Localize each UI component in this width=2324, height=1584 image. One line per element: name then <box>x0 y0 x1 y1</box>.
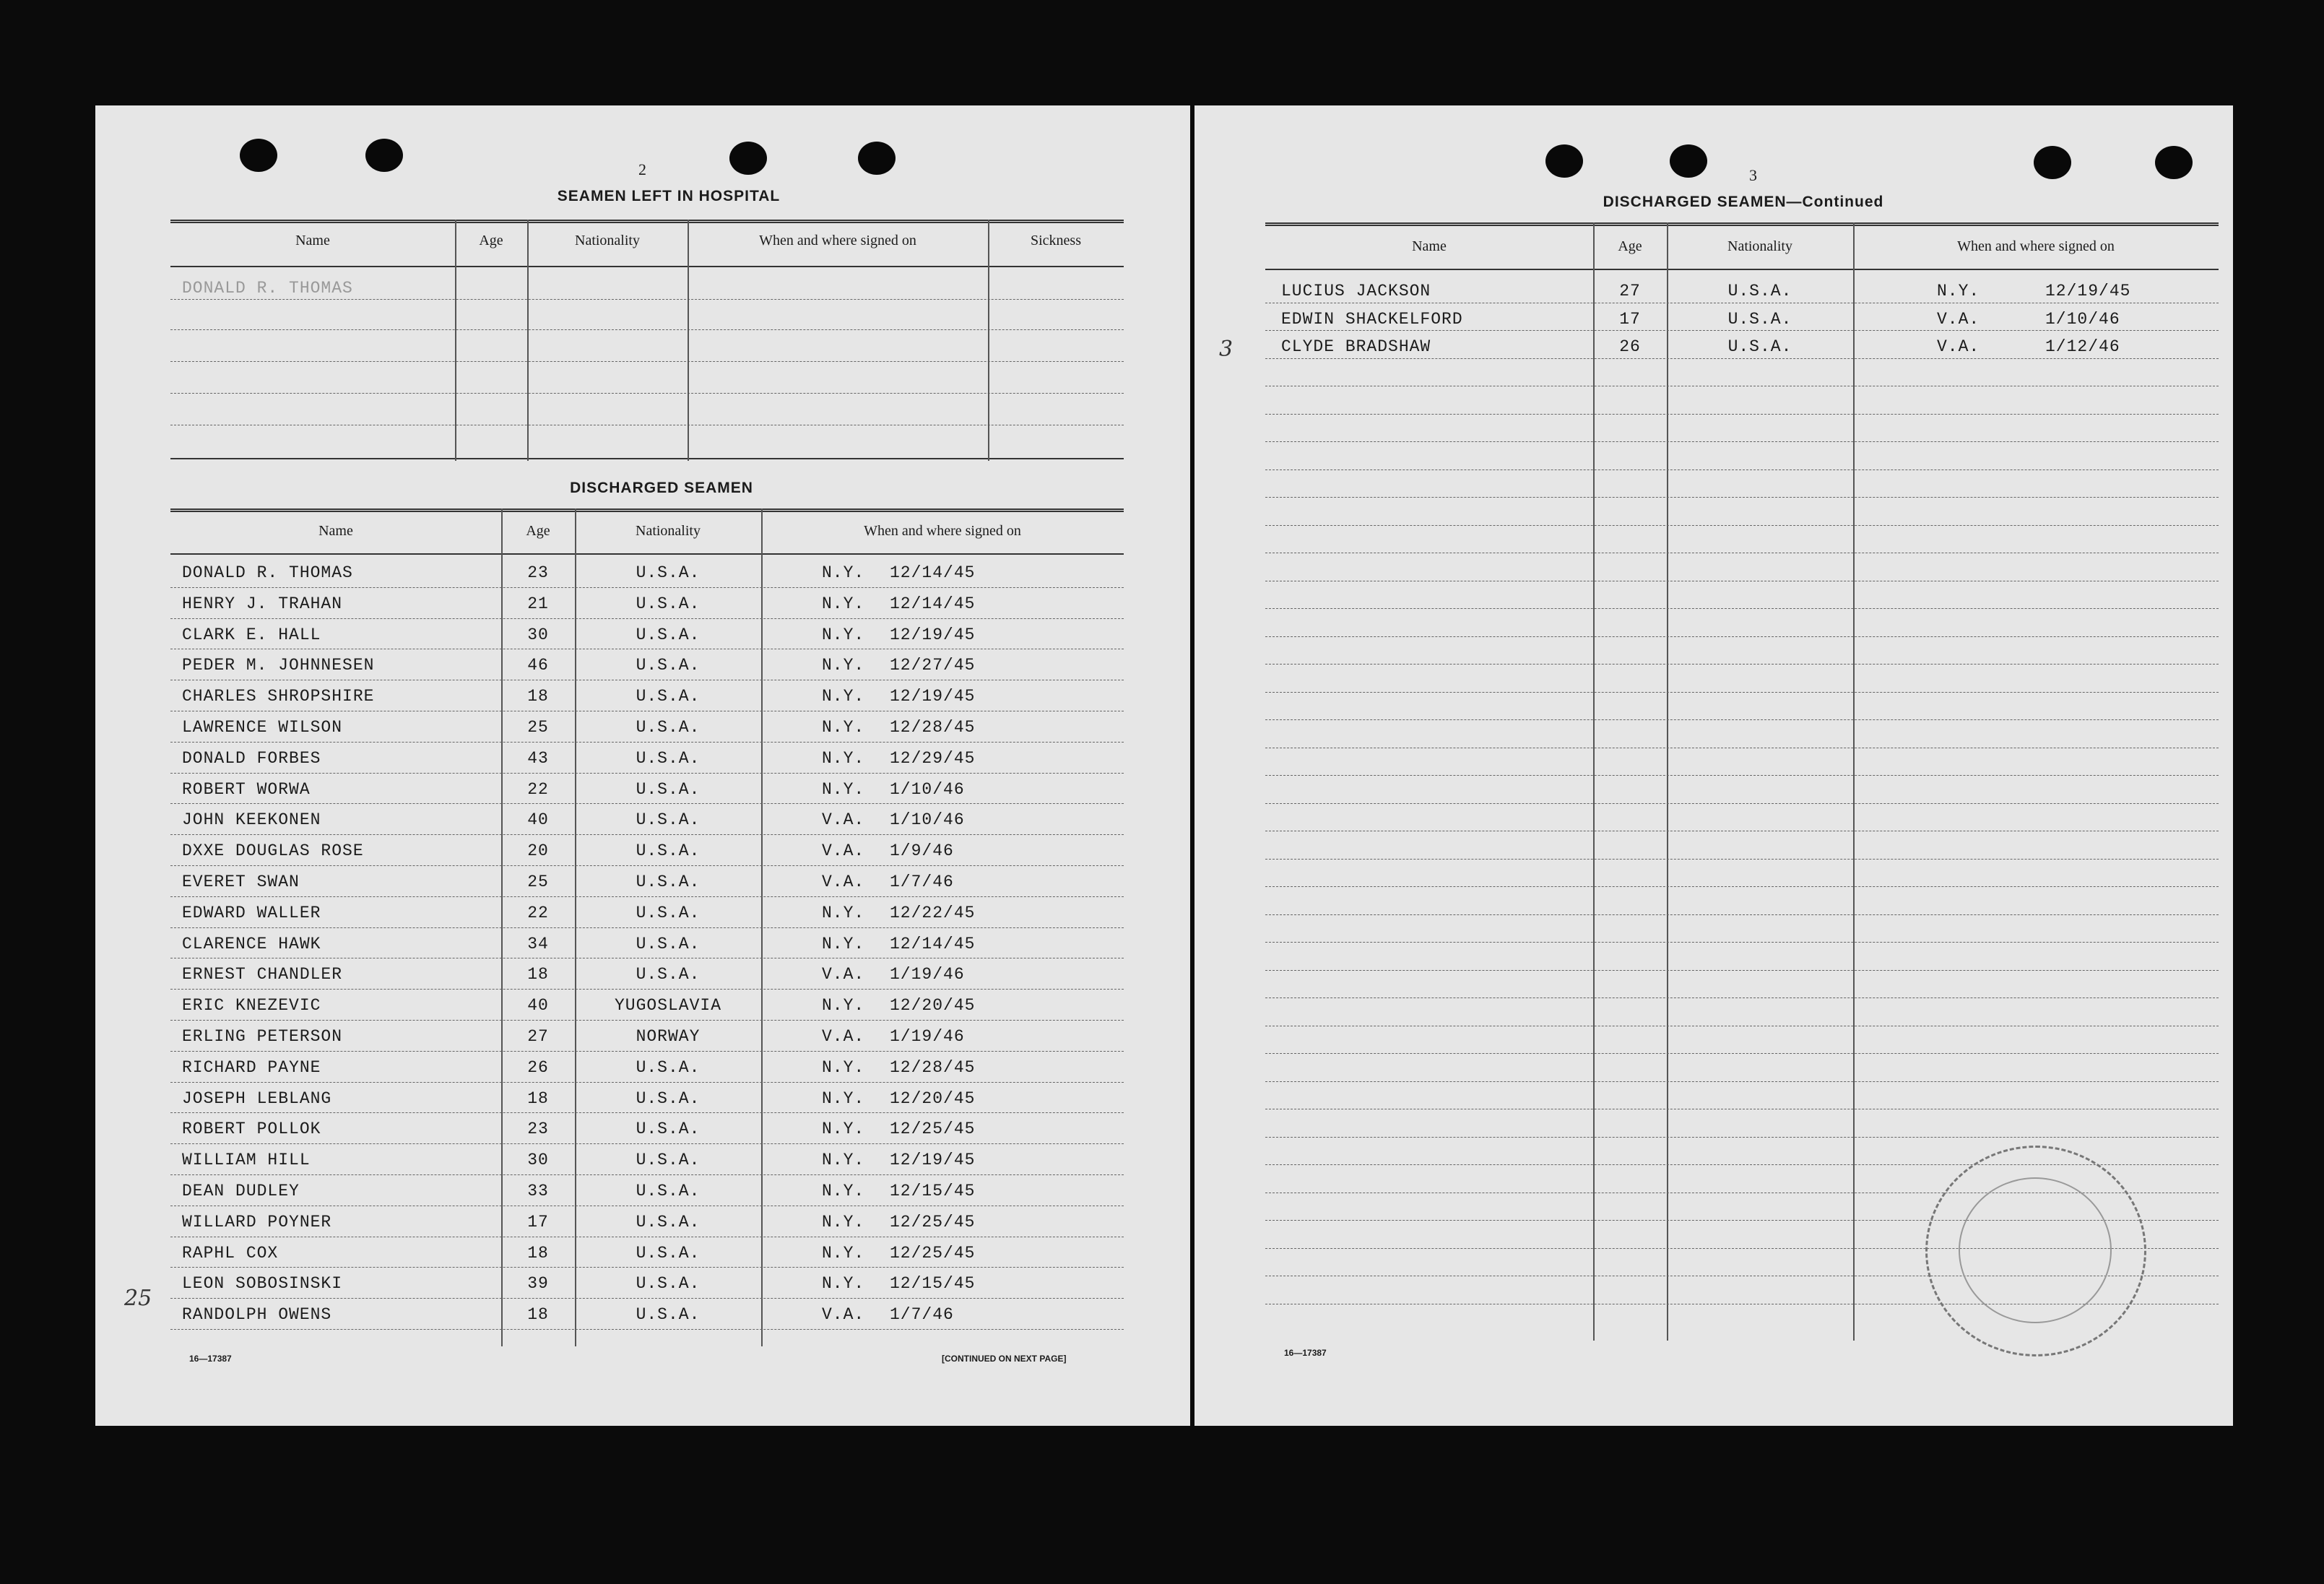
row-place: N.Y. <box>822 594 865 613</box>
col-header-nationality: Nationality <box>575 233 640 248</box>
row-age: 40 <box>527 996 549 1016</box>
row-place: N.Y. <box>822 687 865 706</box>
row-nationality: U.S.A. <box>636 965 701 984</box>
punch-hole <box>2034 146 2071 179</box>
row-place: N.Y. <box>822 903 865 922</box>
row-name: EVERET SWAN <box>182 873 300 891</box>
row-nationality: U.S.A. <box>636 718 701 737</box>
row-date: 12/20/45 <box>890 1089 976 1108</box>
row-place: N.Y. <box>822 1120 865 1139</box>
row-nationality: U.S.A. <box>636 1151 701 1170</box>
hospital-section-title: SEAMEN LEFT IN HOSPITAL <box>557 188 781 204</box>
row-nationality: U.S.A. <box>636 748 701 768</box>
row-date: 12/19/45 <box>890 687 976 706</box>
row-date: 12/19/45 <box>890 625 976 644</box>
row-age: 33 <box>527 1182 549 1200</box>
row-place: N.Y. <box>822 934 865 953</box>
row-age: 30 <box>527 1151 549 1170</box>
col-header-nationality: Nationality <box>1727 238 1792 254</box>
row-place: N.Y. <box>822 656 865 675</box>
row-place: N.Y. <box>822 1274 865 1294</box>
row-nationality: U.S.A. <box>636 1057 701 1077</box>
row-age: 18 <box>527 1089 549 1108</box>
margin-note: 25 <box>124 1286 152 1311</box>
col-header-age: Age <box>479 233 503 248</box>
row-nationality: U.S.A. <box>636 625 701 644</box>
row-age: 30 <box>527 625 549 644</box>
row-date: 1/7/46 <box>890 873 954 891</box>
row-name: ERLING PETERSON <box>182 1027 343 1046</box>
row-date: 12/19/45 <box>2045 282 2131 300</box>
row-place: V.A. <box>1937 309 1980 329</box>
row-date: 12/28/45 <box>890 1057 976 1077</box>
row-date: 12/22/45 <box>890 903 976 922</box>
row-age: 22 <box>527 903 549 922</box>
col-header-sickness: Sickness <box>1031 233 1081 248</box>
row-age: 17 <box>527 1212 549 1232</box>
row-place: N.Y. <box>822 563 865 582</box>
punch-hole <box>729 142 767 175</box>
row-date: 12/15/45 <box>890 1274 976 1294</box>
row-name: JOSEPH LEBLANG <box>182 1089 332 1108</box>
row-name: ROBERT WORWA <box>182 779 311 799</box>
col-header-age: Age <box>526 523 550 539</box>
row-name: RAPHL COX <box>182 1243 279 1263</box>
row-date: 1/7/46 <box>890 1305 954 1325</box>
row-date: 1/10/46 <box>890 779 965 799</box>
row-place: N.Y. <box>822 1182 865 1200</box>
row-name: ERIC KNEZEVIC <box>182 996 321 1016</box>
row-place: V.A. <box>1937 337 1980 356</box>
row-nationality: U.S.A. <box>636 841 701 861</box>
row-age: 20 <box>527 841 549 861</box>
row-nationality: U.S.A. <box>636 934 701 953</box>
col-header-signed-on: When and where signed on <box>864 523 1021 539</box>
row-nationality: U.S.A. <box>636 563 701 582</box>
margin-note: 3 <box>1219 337 1233 362</box>
punch-hole <box>240 139 277 172</box>
row-nationality: U.S.A. <box>636 656 701 675</box>
form-number: 16—17387 <box>189 1354 232 1364</box>
row-age: 39 <box>527 1274 549 1294</box>
row-nationality: U.S.A. <box>636 779 701 799</box>
row-date: 12/14/45 <box>890 934 976 953</box>
received-stamp-inner <box>1959 1177 2112 1323</box>
row-age: 27 <box>527 1027 549 1046</box>
col-header-age: Age <box>1618 238 1642 254</box>
row-nationality: U.S.A. <box>636 873 701 891</box>
row-name: DEAN DUDLEY <box>182 1182 300 1200</box>
row-age: 26 <box>527 1057 549 1077</box>
row-place: N.Y. <box>822 718 865 737</box>
row-place: N.Y. <box>822 625 865 644</box>
hospital-table <box>170 220 1124 461</box>
row-nationality: U.S.A. <box>636 1243 701 1263</box>
row-age: 27 <box>1619 282 1641 300</box>
row-place: N.Y. <box>1937 282 1980 300</box>
row-age: 34 <box>527 934 549 953</box>
row-date: 1/10/46 <box>2045 309 2120 329</box>
row-name: CHARLES SHROPSHIRE <box>182 687 375 706</box>
hospital-row-name: DONALD R. THOMAS <box>182 279 353 298</box>
row-name: RANDOLPH OWENS <box>182 1305 332 1325</box>
row-age: 46 <box>527 656 549 675</box>
row-place: N.Y. <box>822 1089 865 1108</box>
punch-hole <box>858 142 896 175</box>
row-age: 18 <box>527 1243 549 1263</box>
row-name: ERNEST CHANDLER <box>182 965 343 984</box>
row-name: PEDER M. JOHNNESEN <box>182 656 375 675</box>
discharged-continued-title: DISCHARGED SEAMEN—Continued <box>1603 194 1884 210</box>
row-nationality: U.S.A. <box>636 1212 701 1232</box>
row-name: LEON SOBOSINSKI <box>182 1274 343 1294</box>
row-nationality: U.S.A. <box>636 594 701 613</box>
row-name: EDWIN SHACKELFORD <box>1281 309 1463 329</box>
row-name: CLYDE BRADSHAW <box>1281 337 1431 356</box>
row-name: WILLIAM HILL <box>182 1151 311 1170</box>
row-name: ROBERT POLLOK <box>182 1120 321 1139</box>
row-date: 12/19/45 <box>890 1151 976 1170</box>
row-date: 12/14/45 <box>890 594 976 613</box>
row-place: V.A. <box>822 873 865 891</box>
row-nationality: U.S.A. <box>636 1089 701 1108</box>
row-date: 12/15/45 <box>890 1182 976 1200</box>
row-place: N.Y. <box>822 1151 865 1170</box>
row-place: N.Y. <box>822 779 865 799</box>
row-date: 12/25/45 <box>890 1120 976 1139</box>
row-name: EDWARD WALLER <box>182 903 321 922</box>
punch-hole <box>1670 144 1707 178</box>
row-date: 12/29/45 <box>890 748 976 768</box>
row-place: V.A. <box>822 810 865 830</box>
row-name: LUCIUS JACKSON <box>1281 282 1431 300</box>
row-name: RICHARD PAYNE <box>182 1057 321 1077</box>
row-age: 40 <box>527 810 549 830</box>
col-header-signed-on: When and where signed on <box>1957 238 2115 254</box>
row-name: CLARK E. HALL <box>182 625 321 644</box>
page-number-right: 3 <box>1749 166 1757 184</box>
row-date: 12/20/45 <box>890 996 976 1016</box>
row-age: 17 <box>1619 309 1641 329</box>
row-place: N.Y. <box>822 1057 865 1077</box>
row-age: 21 <box>527 594 549 613</box>
row-place: N.Y. <box>822 1212 865 1232</box>
row-name: DONALD FORBES <box>182 748 321 768</box>
row-place: N.Y. <box>822 1243 865 1263</box>
row-place: V.A. <box>822 841 865 861</box>
row-age: 22 <box>527 779 549 799</box>
row-nationality: U.S.A. <box>1727 282 1792 300</box>
row-name: HENRY J. TRAHAN <box>182 594 343 613</box>
row-date: 12/28/45 <box>890 718 976 737</box>
row-date: 1/12/46 <box>2045 337 2120 356</box>
col-header-signed-on: When and where signed on <box>759 233 916 248</box>
page-number-left: 2 <box>638 160 646 178</box>
row-nationality: U.S.A. <box>636 810 701 830</box>
row-name: LAWRENCE WILSON <box>182 718 343 737</box>
row-date: 1/9/46 <box>890 841 954 861</box>
col-header-name: Name <box>295 233 330 248</box>
row-name: JOHN KEEKONEN <box>182 810 321 830</box>
row-place: V.A. <box>822 1027 865 1046</box>
row-nationality: NORWAY <box>636 1027 701 1046</box>
row-nationality: U.S.A. <box>636 903 701 922</box>
continued-note: [CONTINUED ON NEXT PAGE] <box>942 1354 1067 1364</box>
row-age: 26 <box>1619 337 1641 356</box>
row-age: 43 <box>527 748 549 768</box>
row-date: 12/25/45 <box>890 1212 976 1232</box>
col-header-name: Name <box>1412 238 1447 254</box>
row-nationality: U.S.A. <box>636 1274 701 1294</box>
row-date: 12/25/45 <box>890 1243 976 1263</box>
row-nationality: U.S.A. <box>636 1305 701 1325</box>
discharged-table <box>170 508 1124 1346</box>
row-nationality: U.S.A. <box>1727 309 1792 329</box>
row-place: N.Y. <box>822 996 865 1016</box>
row-name: WILLARD POYNER <box>182 1212 332 1232</box>
row-name: DONALD R. THOMAS <box>182 563 353 582</box>
row-age: 23 <box>527 1120 549 1139</box>
row-date: 1/19/46 <box>890 965 965 984</box>
col-header-nationality: Nationality <box>636 523 701 539</box>
row-nationality: U.S.A. <box>636 687 701 706</box>
discharged-section-title: DISCHARGED SEAMEN <box>570 480 753 496</box>
page-gutter <box>1190 105 1194 1426</box>
row-name: DXXE DOUGLAS ROSE <box>182 841 364 861</box>
row-nationality: YUGOSLAVIA <box>614 996 722 1016</box>
row-date: 12/27/45 <box>890 656 976 675</box>
punch-hole <box>2155 146 2193 179</box>
row-age: 25 <box>527 873 549 891</box>
col-header-name: Name <box>318 523 353 539</box>
row-nationality: U.S.A. <box>636 1120 701 1139</box>
row-place: V.A. <box>822 965 865 984</box>
row-date: 1/10/46 <box>890 810 965 830</box>
row-age: 18 <box>527 1305 549 1325</box>
row-name: CLARENCE HAWK <box>182 934 321 953</box>
form-number: 16—17387 <box>1284 1348 1327 1358</box>
row-nationality: U.S.A. <box>636 1182 701 1200</box>
row-age: 18 <box>527 965 549 984</box>
punch-hole <box>365 139 403 172</box>
row-nationality: U.S.A. <box>1727 337 1792 356</box>
row-age: 25 <box>527 718 549 737</box>
row-age: 23 <box>527 563 549 582</box>
row-date: 12/14/45 <box>890 563 976 582</box>
row-place: N.Y. <box>822 748 865 768</box>
punch-hole <box>1545 144 1583 178</box>
row-age: 18 <box>527 687 549 706</box>
row-place: V.A. <box>822 1305 865 1325</box>
row-date: 1/19/46 <box>890 1027 965 1046</box>
